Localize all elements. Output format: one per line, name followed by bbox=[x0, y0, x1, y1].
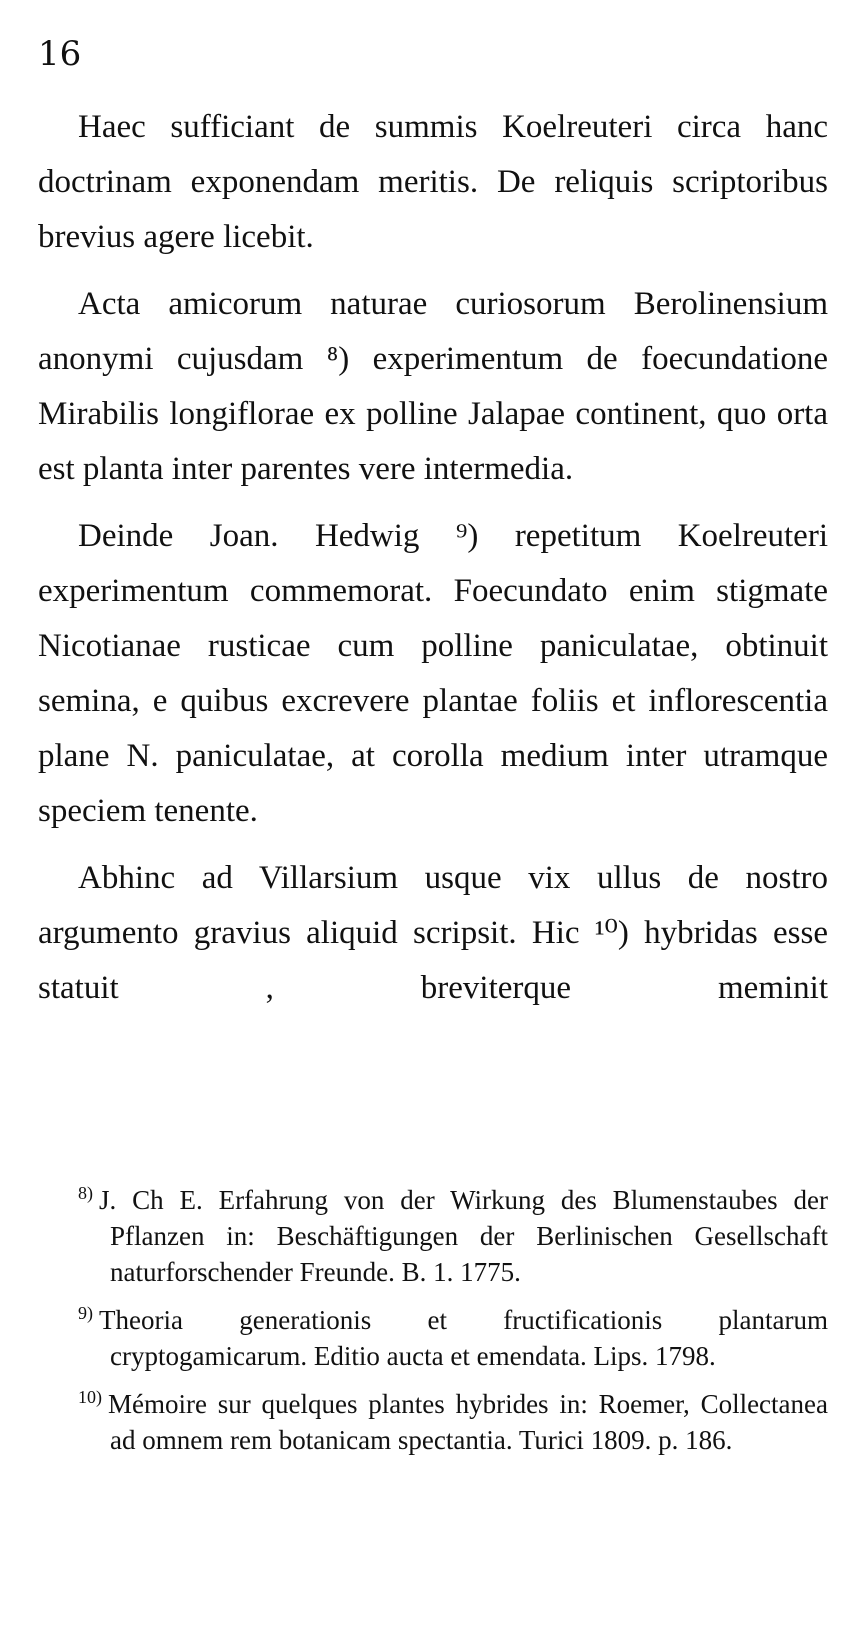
footnote-text: J. Ch E. Erfahrung von der Wirkung des Blumenstaubes der Pflanzen in: Beschäftigungen der Berlinischen Gesellschaft naturforschender Freunde. B. 1. 1775. bbox=[99, 1185, 828, 1287]
footnote-10 bbox=[78, 1386, 828, 1458]
footnote-text: Theoria generationis et fructificationis plantarum cryptogamicarum. Editio aucta et emendata. Lips. 1798. bbox=[99, 1305, 828, 1371]
main-text bbox=[38, 100, 828, 1028]
paragraph-1: Haec sufficiant de summis Koelreuteri circa hanc doctrinam exponendam meritis. De reliquis scriptoribus brevius agere licebit. bbox=[38, 109, 828, 255]
page-number: 16 bbox=[38, 34, 82, 74]
paragraph-3: Deinde Joan. Hedwig ⁹) repetitum Koelreuteri experimentum commemorat. Foecundato enim stigmate Nicotianae rusticae cum polline paniculatae, obtinuit semina, e quibus excrevere plantae foliis et inflorescentia plane N. paniculatae, at corolla medium inter utramque speciem tenente. bbox=[38, 518, 828, 829]
footnote-mark: 10) bbox=[78, 1387, 102, 1407]
paragraph-4: Abhinc ad Villarsium usque vix ullus de nostro argumento gravius aliquid scripsit. Hic ¹⁰) hybridas esse statuit , breviterque meminit bbox=[38, 860, 828, 1006]
footnote-9 bbox=[78, 1302, 828, 1374]
footnote-mark: 9) bbox=[78, 1303, 93, 1323]
footnote-mark: 8) bbox=[78, 1183, 93, 1203]
paragraph-2: Acta amicorum naturae curiosorum Berolinensium anonymi cujusdam ⁸) experimentum de foecundatione Mirabilis longiflorae ex polline Jalapae continent, quo orta est planta inter parentes vere intermedia. bbox=[38, 286, 828, 487]
footnote-8 bbox=[78, 1182, 828, 1290]
footnote-text: Mémoire sur quelques plantes hybrides in: Roemer, Collectanea ad omnem rem botanicam spectantia. Turici 1809. p. 186. bbox=[108, 1389, 828, 1455]
footnotes bbox=[78, 1182, 828, 1470]
